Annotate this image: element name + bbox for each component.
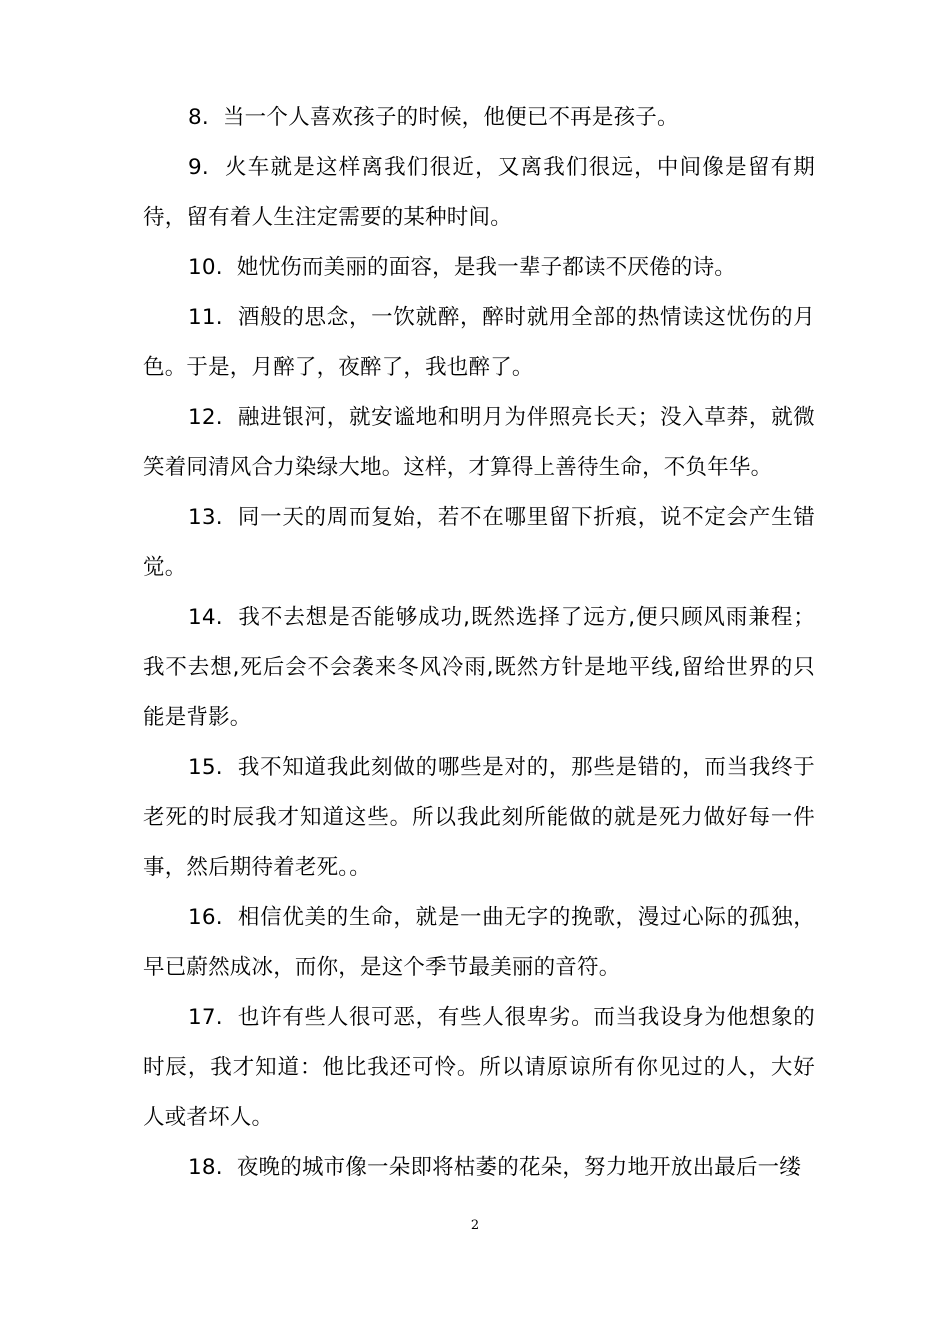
paragraph-8: 8. 当一个人喜欢孩子的时候，他便已不再是孩子。 — [188, 105, 679, 130]
paragraph-9: 9. 火车就是这样离我们很近，又离我们很远，中间像是留有期待，留有着人生注定需要的某种时间。 — [143, 155, 815, 230]
paragraph-11: 11. 酒般的思念，一饮就醉，醉时就用全部的热情读这忧伤的月色。于是，月醉了，夜醉了，我也醉了。 — [143, 305, 815, 380]
document-body — [143, 93, 815, 1193]
paragraph-13: 13. 同一天的周而复始，若不在哪里留下折痕，说不定会产生错觉。 — [143, 505, 815, 580]
paragraph-10: 10. 她忧伤而美丽的面容，是我一辈子都读不厌倦的诗。 — [188, 255, 736, 280]
paragraph-14: 14. 我不去想是否能够成功,既然选择了远方,便只顾风雨兼程；我不去想,死后会不会袭来冬风冷雨,既然方针是地平线,留给世界的只能是背影。 — [143, 605, 815, 730]
paragraph-15: 15. 我不知道我此刻做的哪些是对的，那些是错的，而当我终于老死的时辰我才知道这些。所以我此刻所能做的就是死力做好每一件事，然后期待着老死。。 — [143, 755, 815, 880]
paragraph-16: 16. 相信优美的生命，就是一曲无字的挽歌，漫过心际的孤独，早已蔚然成冰，而你，是这个季节最美丽的音符。 — [143, 905, 815, 980]
paragraph-18: 18. 夜晚的城市像一朵即将枯萎的花朵，努力地开放出最后一缕 — [188, 1155, 802, 1180]
page-number: 2 — [470, 1218, 480, 1233]
paragraph-17: 17. 也许有些人很可恶，有些人很卑劣。而当我设身为他想象的时辰，我才知道：他比我还可怜。所以请原谅所有你见过的人，大好人或者坏人。 — [143, 1005, 815, 1130]
paragraph-12: 12. 融进银河，就安谧地和明月为伴照亮长天；没入草莽，就微笑着同清风合力染绿大地。这样，才算得上善待生命，不负年华。 — [143, 405, 815, 480]
